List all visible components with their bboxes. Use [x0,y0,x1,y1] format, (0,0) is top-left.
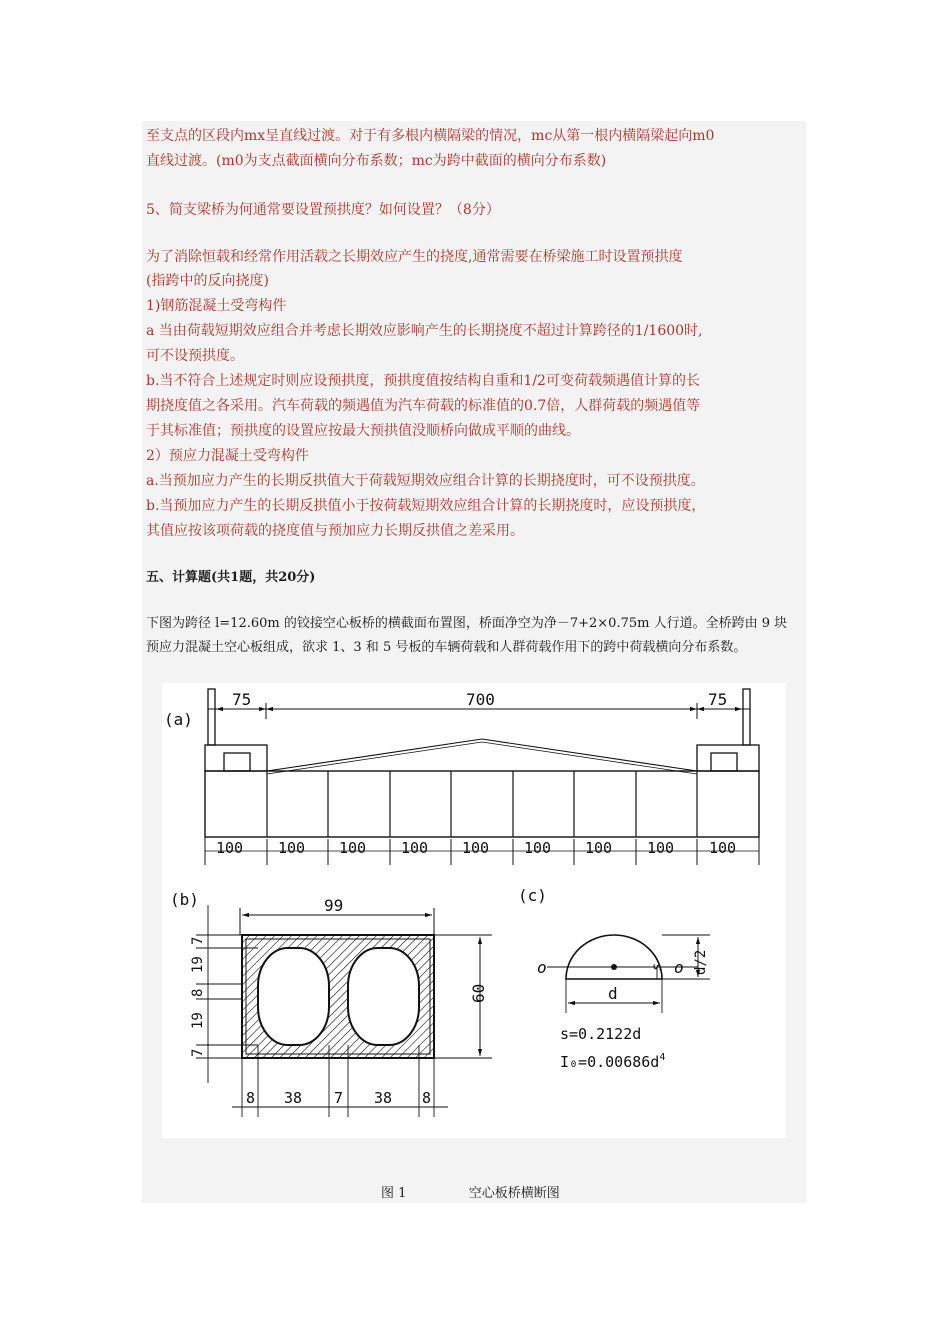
hdim: 38 [374,1089,393,1107]
answer-line: b.当预加应力产生的长期反拱值小于按荷载短期效应组合计算的长期挠度时，应设预拱度， [146,498,706,514]
dim-100: 100 [647,839,675,857]
figure-caption [381,1182,560,1201]
question-5: 5、简支梁桥为何通常要设置预拱度？如何设置？（8分） [146,202,500,218]
answer-line: 其值应按该项荷载的挠度值与预加应力长期反拱值之差采用。 [146,523,524,539]
railing-post-right [743,689,750,745]
problem-line: 预应力混凝土空心板组成，欲求 1、3 和 5 号板的车辆荷载和人群荷载作用下的跨中荷载横向分布系数。 [146,640,747,655]
answer-line: a.当预加应力产生的长期反拱值大于荷载短期效应组合计算的长期挠度时，可不设预拱度。 [146,473,705,489]
formula-s: s=0.2122d [560,1025,642,1043]
section-heading: 五、计算题(共1题，共20分) [146,570,316,585]
vdim: 8 [190,988,206,997]
hdim: 38 [284,1089,303,1107]
dim-100: 100 [524,839,552,857]
formula-i0: $I_0=0.00686d^4$ [560,1052,666,1071]
axis-o-left: o [537,958,547,977]
dim-100: 100 [339,839,367,857]
dim-75-right: 75 [708,690,728,709]
answer-line: b.当不符合上述规定时则应设预拱度，预拱度值按结构自重和1/2可变荷载频遇值计算的长 [146,373,700,389]
answer-line: 1)钢筋混凝土受弯构件 [146,298,287,314]
label-b: (b) [170,890,199,909]
hdim: 7 [334,1089,344,1107]
dim-100: 100 [216,839,244,857]
slab-row [205,771,759,837]
answer-line: 可不设预拱度。 [146,348,244,364]
answer-line: 为了消除恒载和经常作用活载之长期效应产生的挠度,通常需要在桥梁施工时设置预拱度 [146,249,683,265]
dim-100: 100 [401,839,429,857]
vdim: 19 [190,1012,206,1029]
railing-post-left [208,689,215,745]
dim-d-half: d/2 [693,949,709,975]
dim-700: 700 [466,690,495,709]
answer-line: 期挠度值之各采用。汽车荷载的频遇值为汽车荷载的标准值的0.7倍，人群荷载的频遇值等 [146,398,701,414]
dim-75-left: 75 [232,690,252,709]
dim-d: d [608,984,618,1003]
dim-100: 100 [585,839,613,857]
vdim: 19 [190,956,206,973]
figure-cross-section [162,683,786,1138]
hdim: 8 [246,1089,256,1107]
dim-100: 100 [462,839,490,857]
answer-line: 2）预应力混凝土受弯构件 [146,448,309,464]
sidewalk-left [205,745,267,771]
answer-line: (指跨中的反向挠度) [146,273,269,289]
hdim: 8 [422,1089,432,1107]
sidewalk-right [697,745,759,771]
answer-line: a 当由荷载短期效应组合并考虑长期效应影响产生的长期挠度不超过计算跨径的1/1600时, [146,323,703,339]
deck-crown [267,739,697,771]
label-c: (c) [518,886,547,905]
paragraph-line: 至支点的区段内mx呈直线过渡。对于有多根内横隔梁的情况，mc从第一根内横隔梁起向m0 [146,128,715,144]
semicircle [566,935,662,979]
axis-o-right: o [674,958,684,977]
label-a: (a) [164,710,193,729]
vdim: 7 [190,936,206,945]
vdim: 7 [190,1048,206,1057]
dim-100: 100 [709,839,737,857]
dim-99: 99 [324,896,344,915]
answer-line: 于其标准值；预拱度的设置应按最大预拱值没顺桥向做成平顺的曲线。 [146,423,580,439]
paragraph-line: 直线过渡。(m0为支点截面横向分布系数；mc为跨中截面的横向分布系数) [146,153,607,169]
dim-s: s [650,963,665,971]
problem-line: 下图为跨径 l=12.60m 的铰接空心板桥的横截面布置图，桥面净空为净－7+2×0.75m 人行道。全桥跨由 9 块 [146,616,788,631]
dim-60: 60 [469,983,488,1003]
void-left [258,948,329,1045]
figure-svg [162,683,786,1138]
void-right [348,948,419,1045]
caption-number: 图 1 [381,1186,407,1201]
dim-100: 100 [278,839,306,857]
caption-title: 空心板桥横断图 [468,1186,560,1201]
